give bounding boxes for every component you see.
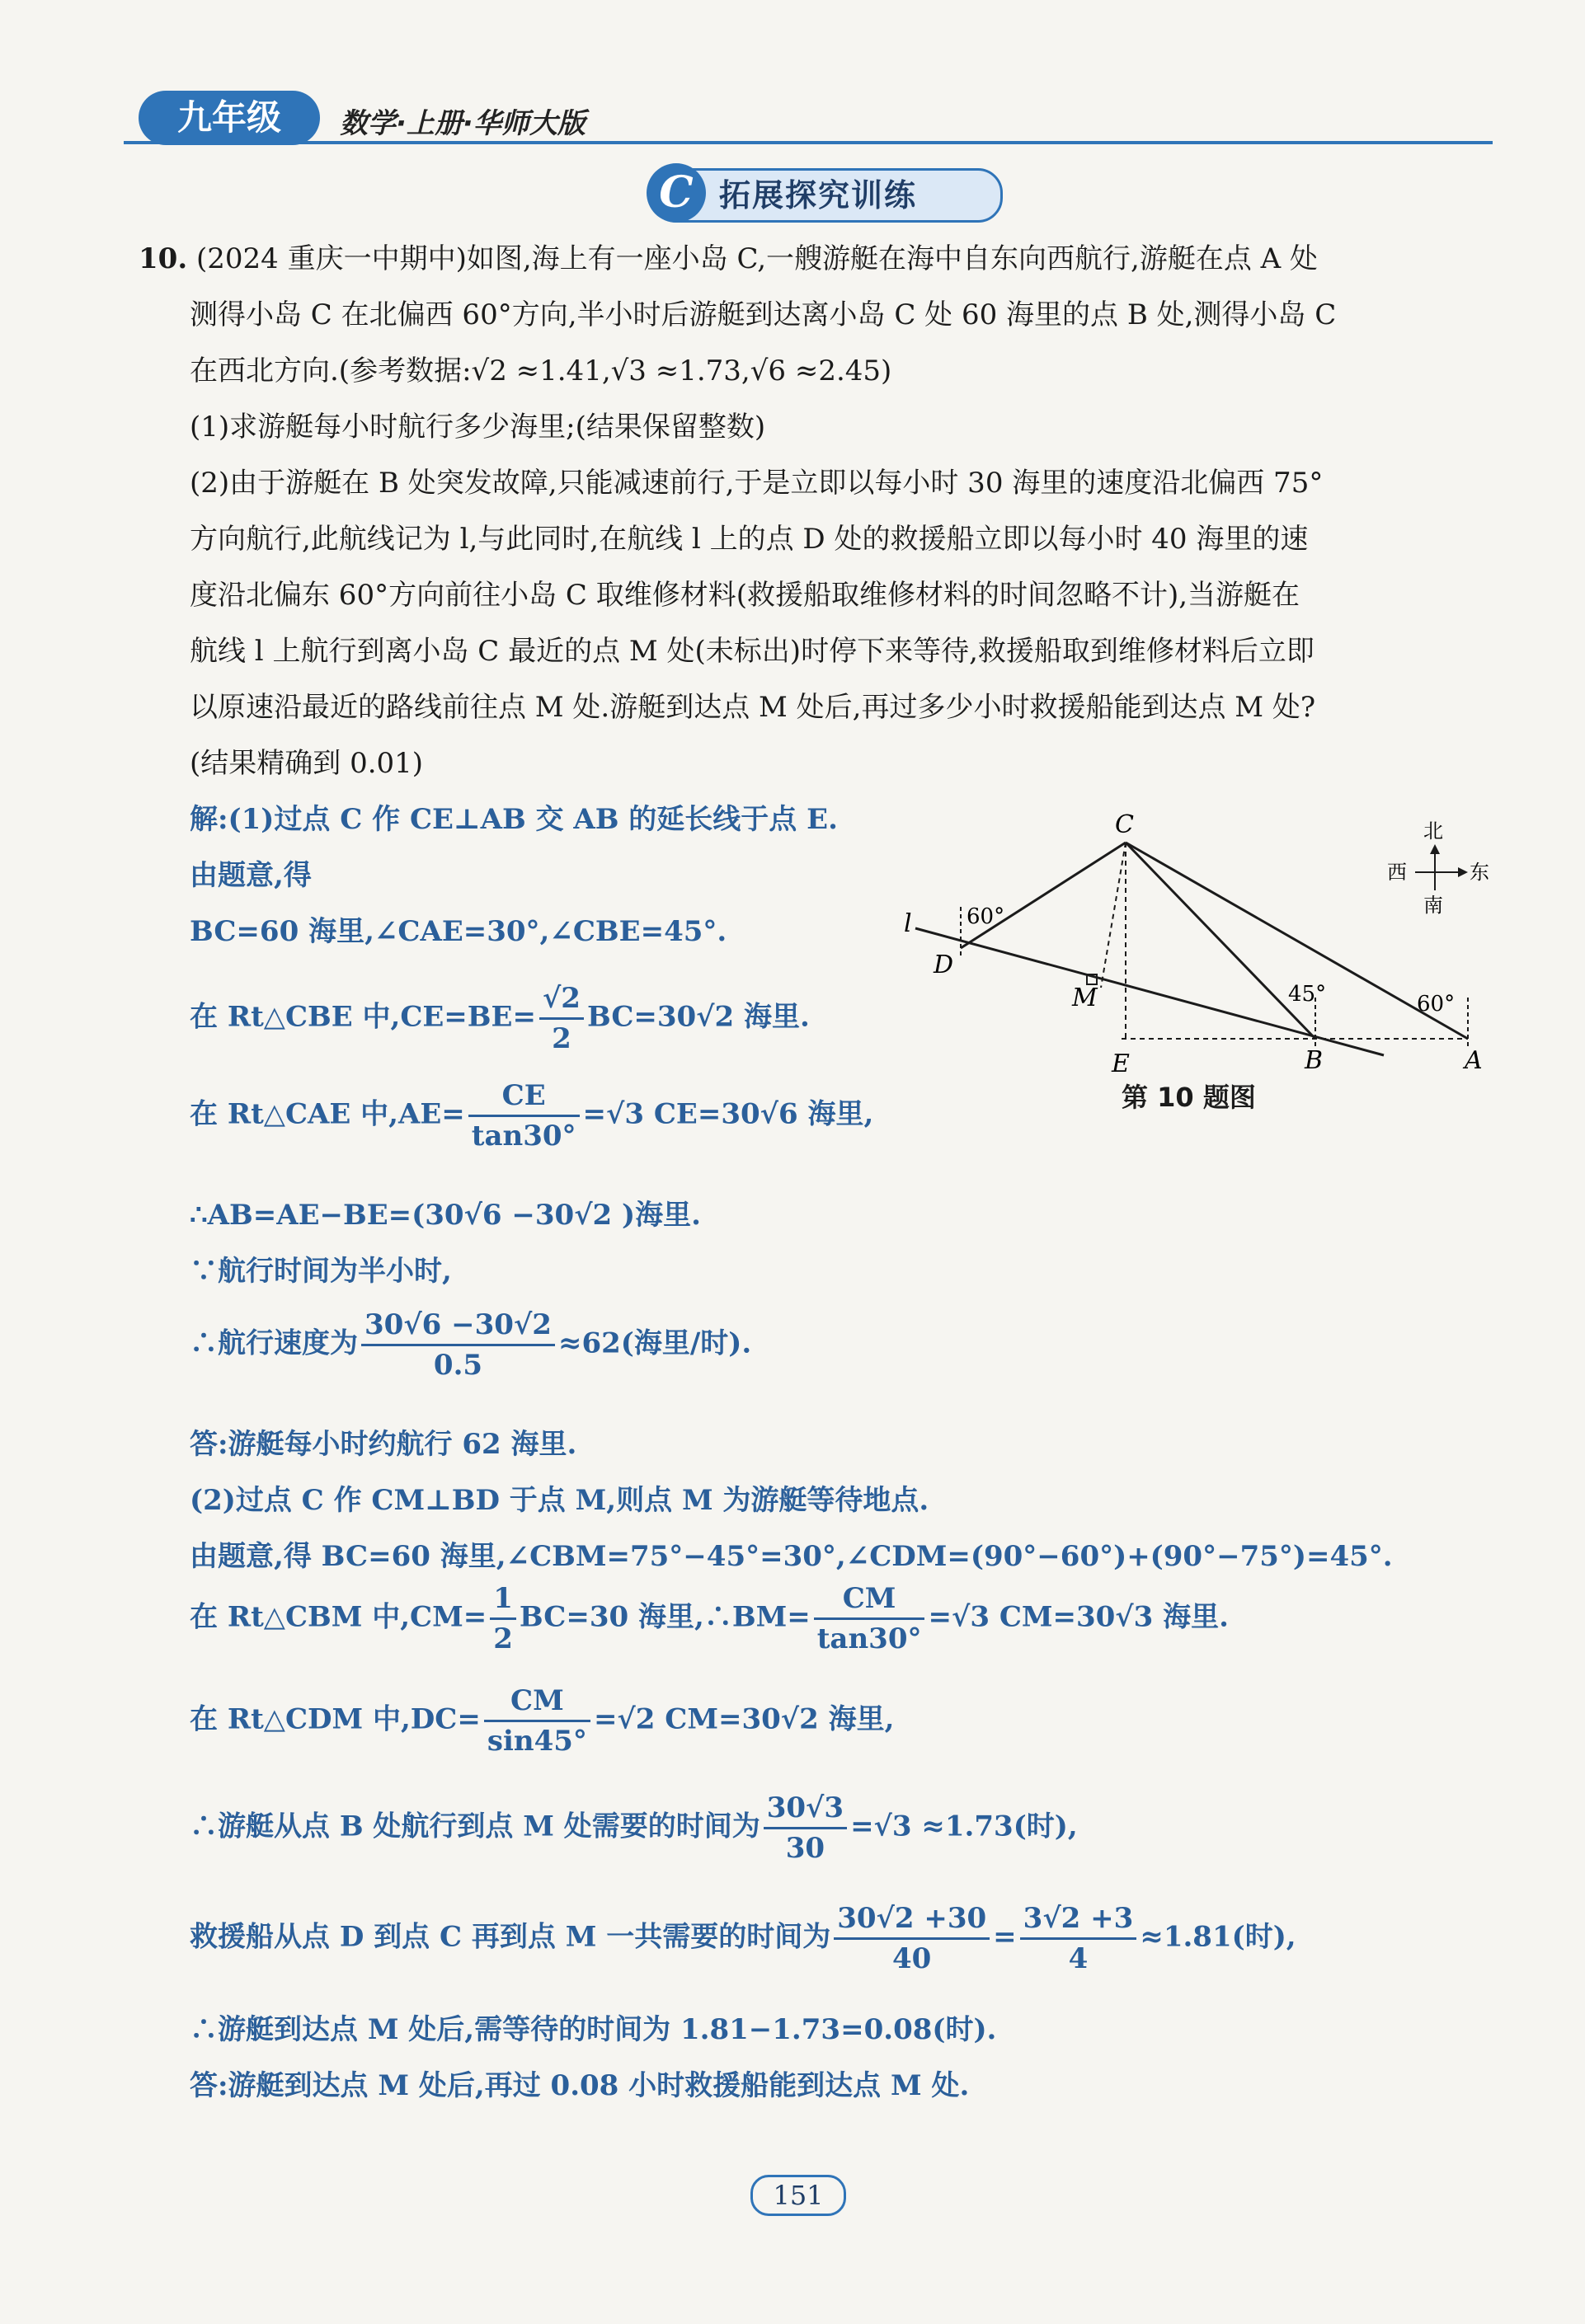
page-number: 151 [750,2175,846,2216]
label-C: C [1115,810,1134,839]
solution-line-16: ∴游艇到达点 M 处后,需等待的时间为 1.81−1.73=0.08(时). [190,2013,997,2046]
label-l: l [904,909,912,938]
denominator: 40 [892,1942,932,1975]
fraction [484,1682,590,1760]
numerator: CM [814,1580,925,1620]
text: 在 Rt△CBE 中,CE=BE= [190,1000,536,1034]
arrow-north-icon [1430,844,1440,854]
fraction [834,1899,990,1978]
denominator: tan30° [471,1120,576,1153]
angle-D: 60° [967,904,1005,929]
denominator: 2 [552,1022,571,1055]
text: 救援船从点 D 到点 C 再到点 M 一共需要的时间为 [190,1920,831,1954]
section-letter: C [647,163,706,223]
section-title: 拓展探究训练 [719,177,918,214]
text: =√2 CM=30√2 海里, [593,1702,895,1736]
label-A: A [1465,1046,1483,1075]
solution-line-4 [190,979,810,1058]
header-divider [124,141,1493,144]
text: ≈1.81(时), [1140,1920,1296,1954]
denominator: 30 [785,1832,825,1865]
compass-west: 西 [1387,861,1407,884]
solution-line-3: BC=60 海里,∠CAE=30°,∠CBE=45°. [190,915,727,948]
segment-CM [1101,843,1126,988]
compass-north: 北 [1423,819,1443,843]
figure-caption: 第 10 题图 [1122,1082,1256,1113]
arrow-east-icon [1458,867,1468,877]
problem-line-10: (结果精确到 0.01) [190,747,424,780]
numerator: 30√3 [764,1789,847,1829]
fraction [490,1580,516,1658]
solution-line-7: ∵航行时间为半小时, [190,1255,452,1288]
numerator: 30√2 +30 [834,1899,990,1940]
fraction [764,1789,847,1867]
numerator: 30√6 −30√2 [361,1306,555,1346]
denominator: 4 [1068,1942,1089,1975]
compass [1387,819,1489,917]
text: 在 Rt△CAE 中,AE= [190,1097,465,1131]
denominator: 2 [493,1622,513,1655]
compass-east: 东 [1470,861,1489,884]
solution-line-9: 答:游艇每小时约航行 62 海里. [190,1428,577,1461]
label-B: B [1305,1046,1324,1075]
text: BC=30 海里,∴BM= [519,1600,811,1634]
problem-line-9: 以原速沿最近的路线前往点 M 处.游艇到达点 M 处后,再过多少小时救援船能到达点 M 处? [190,691,1316,724]
denominator: 0.5 [433,1349,483,1382]
label-D: D [934,951,954,979]
geometry-figure [891,808,1501,1080]
fraction [361,1306,555,1384]
solution-line-10: (2)过点 C 作 CM⊥BD 于点 M,则点 M 为游艇等待地点. [190,1484,929,1517]
problem-line-6: 方向航行,此航线记为 l,与此同时,在航线 l 上的点 D 处的救援船立即以每小时 40 海里的速 [190,523,1309,556]
numerator: 1 [490,1580,516,1620]
solution-line-5 [190,1077,873,1155]
solution-line-2: 由题意,得 [190,859,312,892]
fraction [539,979,584,1058]
angle-B: 45° [1288,982,1327,1007]
text: 在 Rt△CDM 中,DC= [190,1702,481,1736]
problem-line-2: 测得小岛 C 在北偏西 60°方向,半小时后游艇到达离小岛 C 处 60 海里的点 B 处,测得小岛 C [190,298,1337,331]
text: 在 Rt△CBM 中,CM= [190,1600,487,1634]
solution-line-13 [190,1682,894,1760]
solution-line-1: 解:(1)过点 C 作 CE⊥AB 交 AB 的延长线于点 E. [190,803,838,836]
problem-line-4: (1)求游艇每小时航行多少海里;(结果保留整数) [190,411,766,444]
segment-CD [961,843,1126,948]
solution-line-6: ∴AB=AE−BE=(30√6 −30√2 )海里. [190,1199,701,1232]
solution-line-17: 答:游艇到达点 M 处后,再过 0.08 小时救援船能到达点 M 处. [190,2069,970,2102]
grade-badge: 九年级 [139,91,320,145]
text: BC=30√2 海里. [586,1000,810,1034]
text: =√3 CM=30√3 海里. [928,1600,1229,1634]
solution-line-8 [190,1306,751,1384]
label-E: E [1112,1049,1130,1078]
problem-line-8: 航线 l 上航行到离小岛 C 最近的点 M 处(未标出)时停下来等待,救援船取到维修材料后立即 [190,635,1315,668]
compass-south: 南 [1423,894,1443,917]
solution-line-15 [190,1899,1296,1978]
denominator: tan30° [816,1622,922,1655]
text: = [993,1920,1017,1954]
problem-line-3: 在西北方向.(参考数据:√2 ≈1.41,√3 ≈1.73,√6 ≈2.45) [190,354,892,387]
fraction [468,1077,580,1155]
text: ∴游艇从点 B 处航行到点 M 处需要的时间为 [190,1810,760,1843]
solution-line-12 [190,1580,1229,1658]
problem-text: (2024 重庆一中期中)如图,海上有一座小岛 C,一艘游艇在海中自东向西航行,游艇在点 A 处 [195,242,1319,275]
numerator: √2 [539,979,584,1020]
text: =√3 ≈1.73(时), [850,1810,1078,1843]
problem-line-7: 度沿北偏东 60°方向前往小岛 C 取维修材料(救援船取维修材料的时间忽略不计),当游艇在 [190,579,1300,612]
book-title: 数学·上册·华师大版 [340,107,586,140]
solution-line-14 [190,1789,1078,1867]
numerator: CM [484,1682,590,1722]
angle-A: 60° [1417,992,1456,1016]
denominator: sin45° [487,1725,587,1758]
fraction [1020,1899,1137,1978]
segment-CB [1126,843,1315,1039]
problem-line-1 [139,236,1318,276]
problem-number: 10. [139,242,188,275]
text: ≈62(海里/时). [557,1326,752,1360]
numerator: 3√2 +3 [1020,1899,1137,1940]
numerator: CE [468,1077,580,1117]
label-M: M [1072,984,1098,1012]
solution-line-11: 由题意,得 BC=60 海里,∠CBM=75°−45°=30°,∠CDM=(90°−60°)+(90°−75°)=45°. [190,1540,1393,1573]
text: =√3 CE=30√6 海里, [582,1097,874,1131]
fraction [814,1580,925,1658]
text: ∴航行速度为 [190,1326,358,1360]
problem-line-5: (2)由于游艇在 B 处突发故障,只能减速前行,于是立即以每小时 30 海里的速度沿北偏西 75° [190,467,1324,500]
